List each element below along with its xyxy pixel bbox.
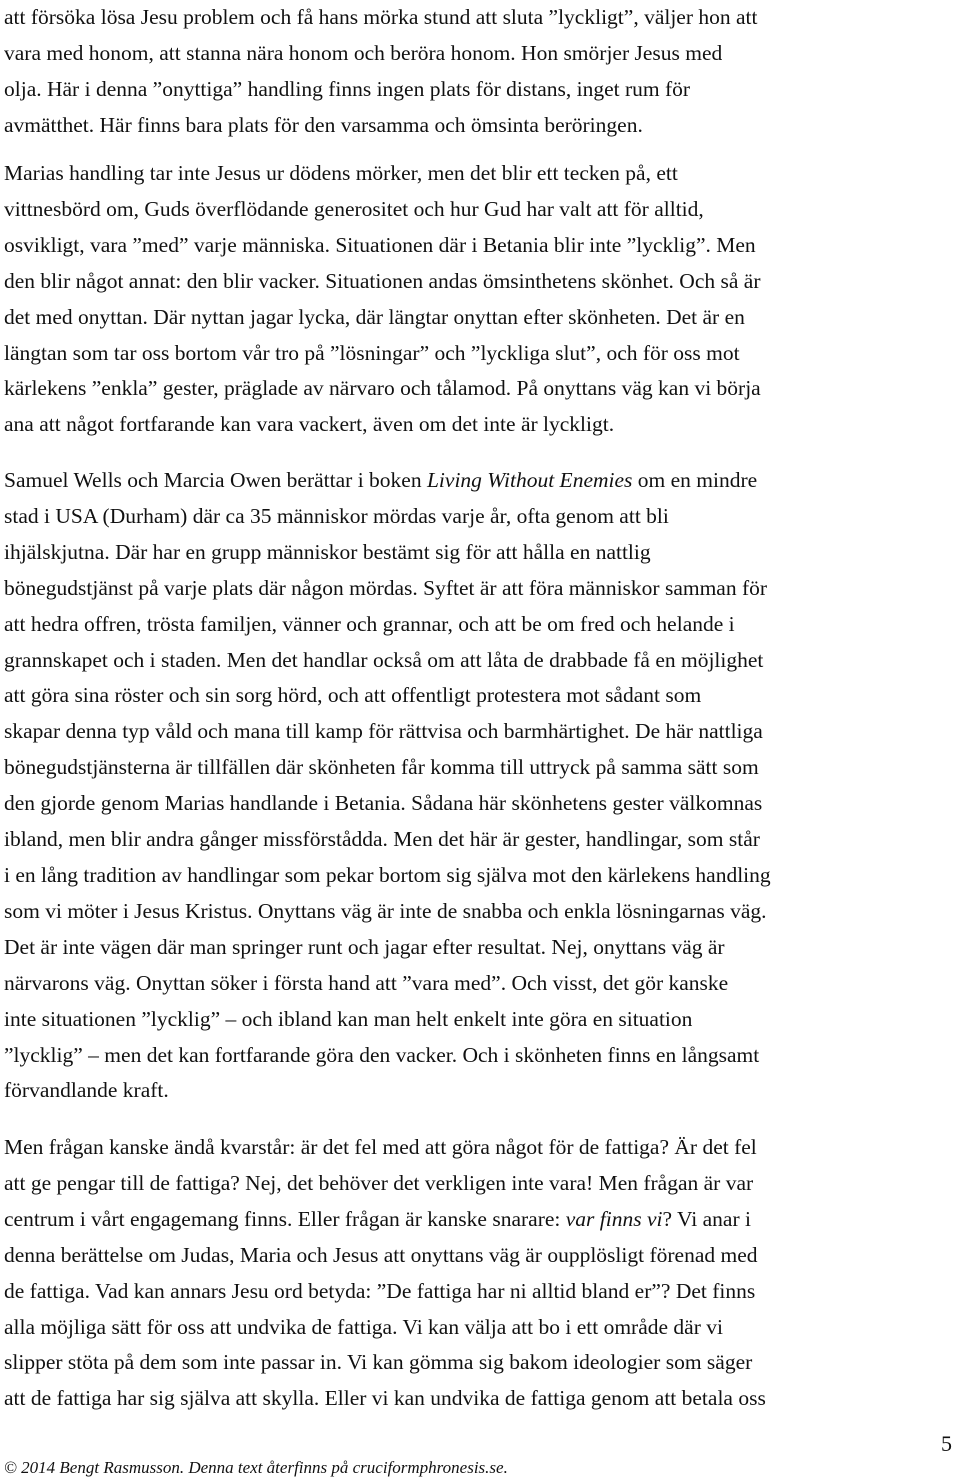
- text-span: Samuel Wells och Marcia Owen berättar i boken: [4, 468, 427, 492]
- text-line: alla möjliga sätt för oss att undvika de fattiga. Vi kan välja att bo i ett område där vi: [4, 1314, 723, 1339]
- text-span: om en mindre: [632, 468, 758, 492]
- text-line: att göra sina röster och sin sorg hörd, och att offentligt protestera mot sådant som: [4, 683, 702, 708]
- text-line: skapar denna typ våld och mana till kamp för rättvisa och barmhärtighet. De här nattliga: [4, 719, 763, 744]
- page-number: 5: [941, 1431, 952, 1456]
- emphasis: var finns vi: [565, 1206, 663, 1231]
- text-line: ”lycklig” – men det kan fortfarande göra den vacker. Och i skönheten finns en långsamt: [4, 1042, 760, 1067]
- text-line: slipper stöta på dem som inte passar in. Vi kan gömma sig bakom ideologier som säger: [4, 1350, 753, 1375]
- paragraph-3: [4, 463, 771, 1109]
- text-line: som vi möter i Jesus Kristus. Onyttans väg är inte de snabba och enkla lösningarnas väg.: [4, 898, 767, 923]
- text-line: att försöka lösa Jesu problem och få hans mörka stund att sluta ”lyckligt”, väljer hon att: [4, 5, 758, 29]
- text-line: grannskapet och i staden. Men det handlar också om att låta de drabbade få en möjlighet: [4, 647, 764, 672]
- text-line: det med onyttan. Där nyttan jagar lycka, där längtar onyttan efter skönheten. Det är en: [4, 304, 745, 329]
- text-line: den blir något annat: den blir vacker. Situationen andas ömsinthetens skönhet. Och så är: [4, 268, 761, 293]
- text-line: vittnesbörd om, Guds överflödande generositet och hur Gud har valt att för alltid,: [4, 196, 704, 221]
- text-line: Marias handling tar inte Jesus ur dödens mörker, men det blir ett tecken på, ett: [4, 161, 678, 185]
- text-line: bönegudstjänsterna är tillfällen där skönheten får komma till uttryck på samma sätt som: [4, 755, 759, 780]
- text-line: Det är inte vägen där man springer runt och jagar efter resultat. Nej, onyttans väg är: [4, 934, 725, 959]
- footer-copyright: © 2014 Bengt Rasmusson. Denna text återfinns på cruciformphronesis.se.: [4, 1458, 508, 1477]
- text-line: Men frågan kanske ändå kvarstår: är det fel med att göra något för de fattiga? Är det fel: [4, 1135, 757, 1159]
- text-line: i en lång tradition av handlingar som pekar bortom sig själva mot den kärlekens handling: [4, 862, 771, 887]
- text-line: närvarons väg. Onyttan söker i första hand att ”vara med”. Och visst, det gör kanske: [4, 970, 729, 995]
- text-line: osvikligt, vara ”med” varje människa. Situationen där i Betania blir inte ”lycklig”. Men: [4, 232, 756, 257]
- text-line: kärlekens ”enkla” gester, präglade av närvaro och tålamod. På onyttans väg kan vi börja: [4, 376, 761, 401]
- text-span: ? Vi anar i: [662, 1206, 751, 1231]
- text-line: de fattiga. Vad kan annars Jesu ord betyda: ”De fattiga har ni alltid bland er”? Det finns: [4, 1278, 756, 1303]
- text-span: centrum i vårt engagemang finns. Eller frågan är kanske snarare:: [4, 1206, 566, 1231]
- text-line: längtan som tar oss bortom vår tro på ”lösningar” och ”lyckliga slut”, och för oss mot: [4, 340, 740, 365]
- text-line: ihjälskjutna. Där har en grupp människor bestämt sig för att hålla en nattlig: [4, 539, 651, 564]
- text-line: ana att något fortfarande kan vara vackert, även om det inte är lyckligt.: [4, 412, 615, 437]
- paragraph-4: [4, 1130, 766, 1417]
- text-line: att de fattiga har sig själva att skylla. Eller vi kan undvika de fattiga genom att betala oss: [4, 1386, 766, 1411]
- text-line: den gjorde genom Marias handlande i Betania. Sådana här skönhetens gester välkomnas: [4, 791, 763, 816]
- text-line: olja. Här i denna ”onyttiga” handling finns ingen plats för distans, inget rum för: [4, 76, 691, 101]
- text-line: [4, 1202, 766, 1238]
- text-line: avmätthet. Här finns bara plats för den varsamma och ömsinta beröringen.: [4, 112, 643, 137]
- paragraph-1: [4, 0, 758, 144]
- text-line: att hedra offren, trösta familjen, vänner och grannar, och att be om fred och helande i: [4, 611, 735, 636]
- book-title: Living Without Enemies: [426, 468, 633, 492]
- text-line: inte situationen ”lycklig” – och ibland kan man helt enkelt inte göra en situation: [4, 1006, 693, 1031]
- text-line: [4, 463, 771, 499]
- text-line: att ge pengar till de fattiga? Nej, det behöver det verkligen inte vara! Men frågan är var: [4, 1170, 754, 1195]
- text-line: förvandlande kraft.: [4, 1078, 169, 1103]
- text-line: stad i USA (Durham) där ca 35 människor mördas varje år, ofta genom att bli: [4, 503, 669, 528]
- text-line: ibland, men blir andra gånger missförstådda. Men det här är gester, handlingar, som står: [4, 827, 760, 852]
- text-line: bönegudstjänst på varje plats där någon mördas. Syftet är att föra människor samman för: [4, 575, 768, 600]
- paragraph-2: [4, 156, 761, 443]
- text-line: denna berättelse om Judas, Maria och Jesus att onyttans väg är oupplösligt förenad med: [4, 1242, 758, 1267]
- text-line: vara med honom, att stanna nära honom och beröra honom. Hon smörjer Jesus med: [4, 40, 723, 65]
